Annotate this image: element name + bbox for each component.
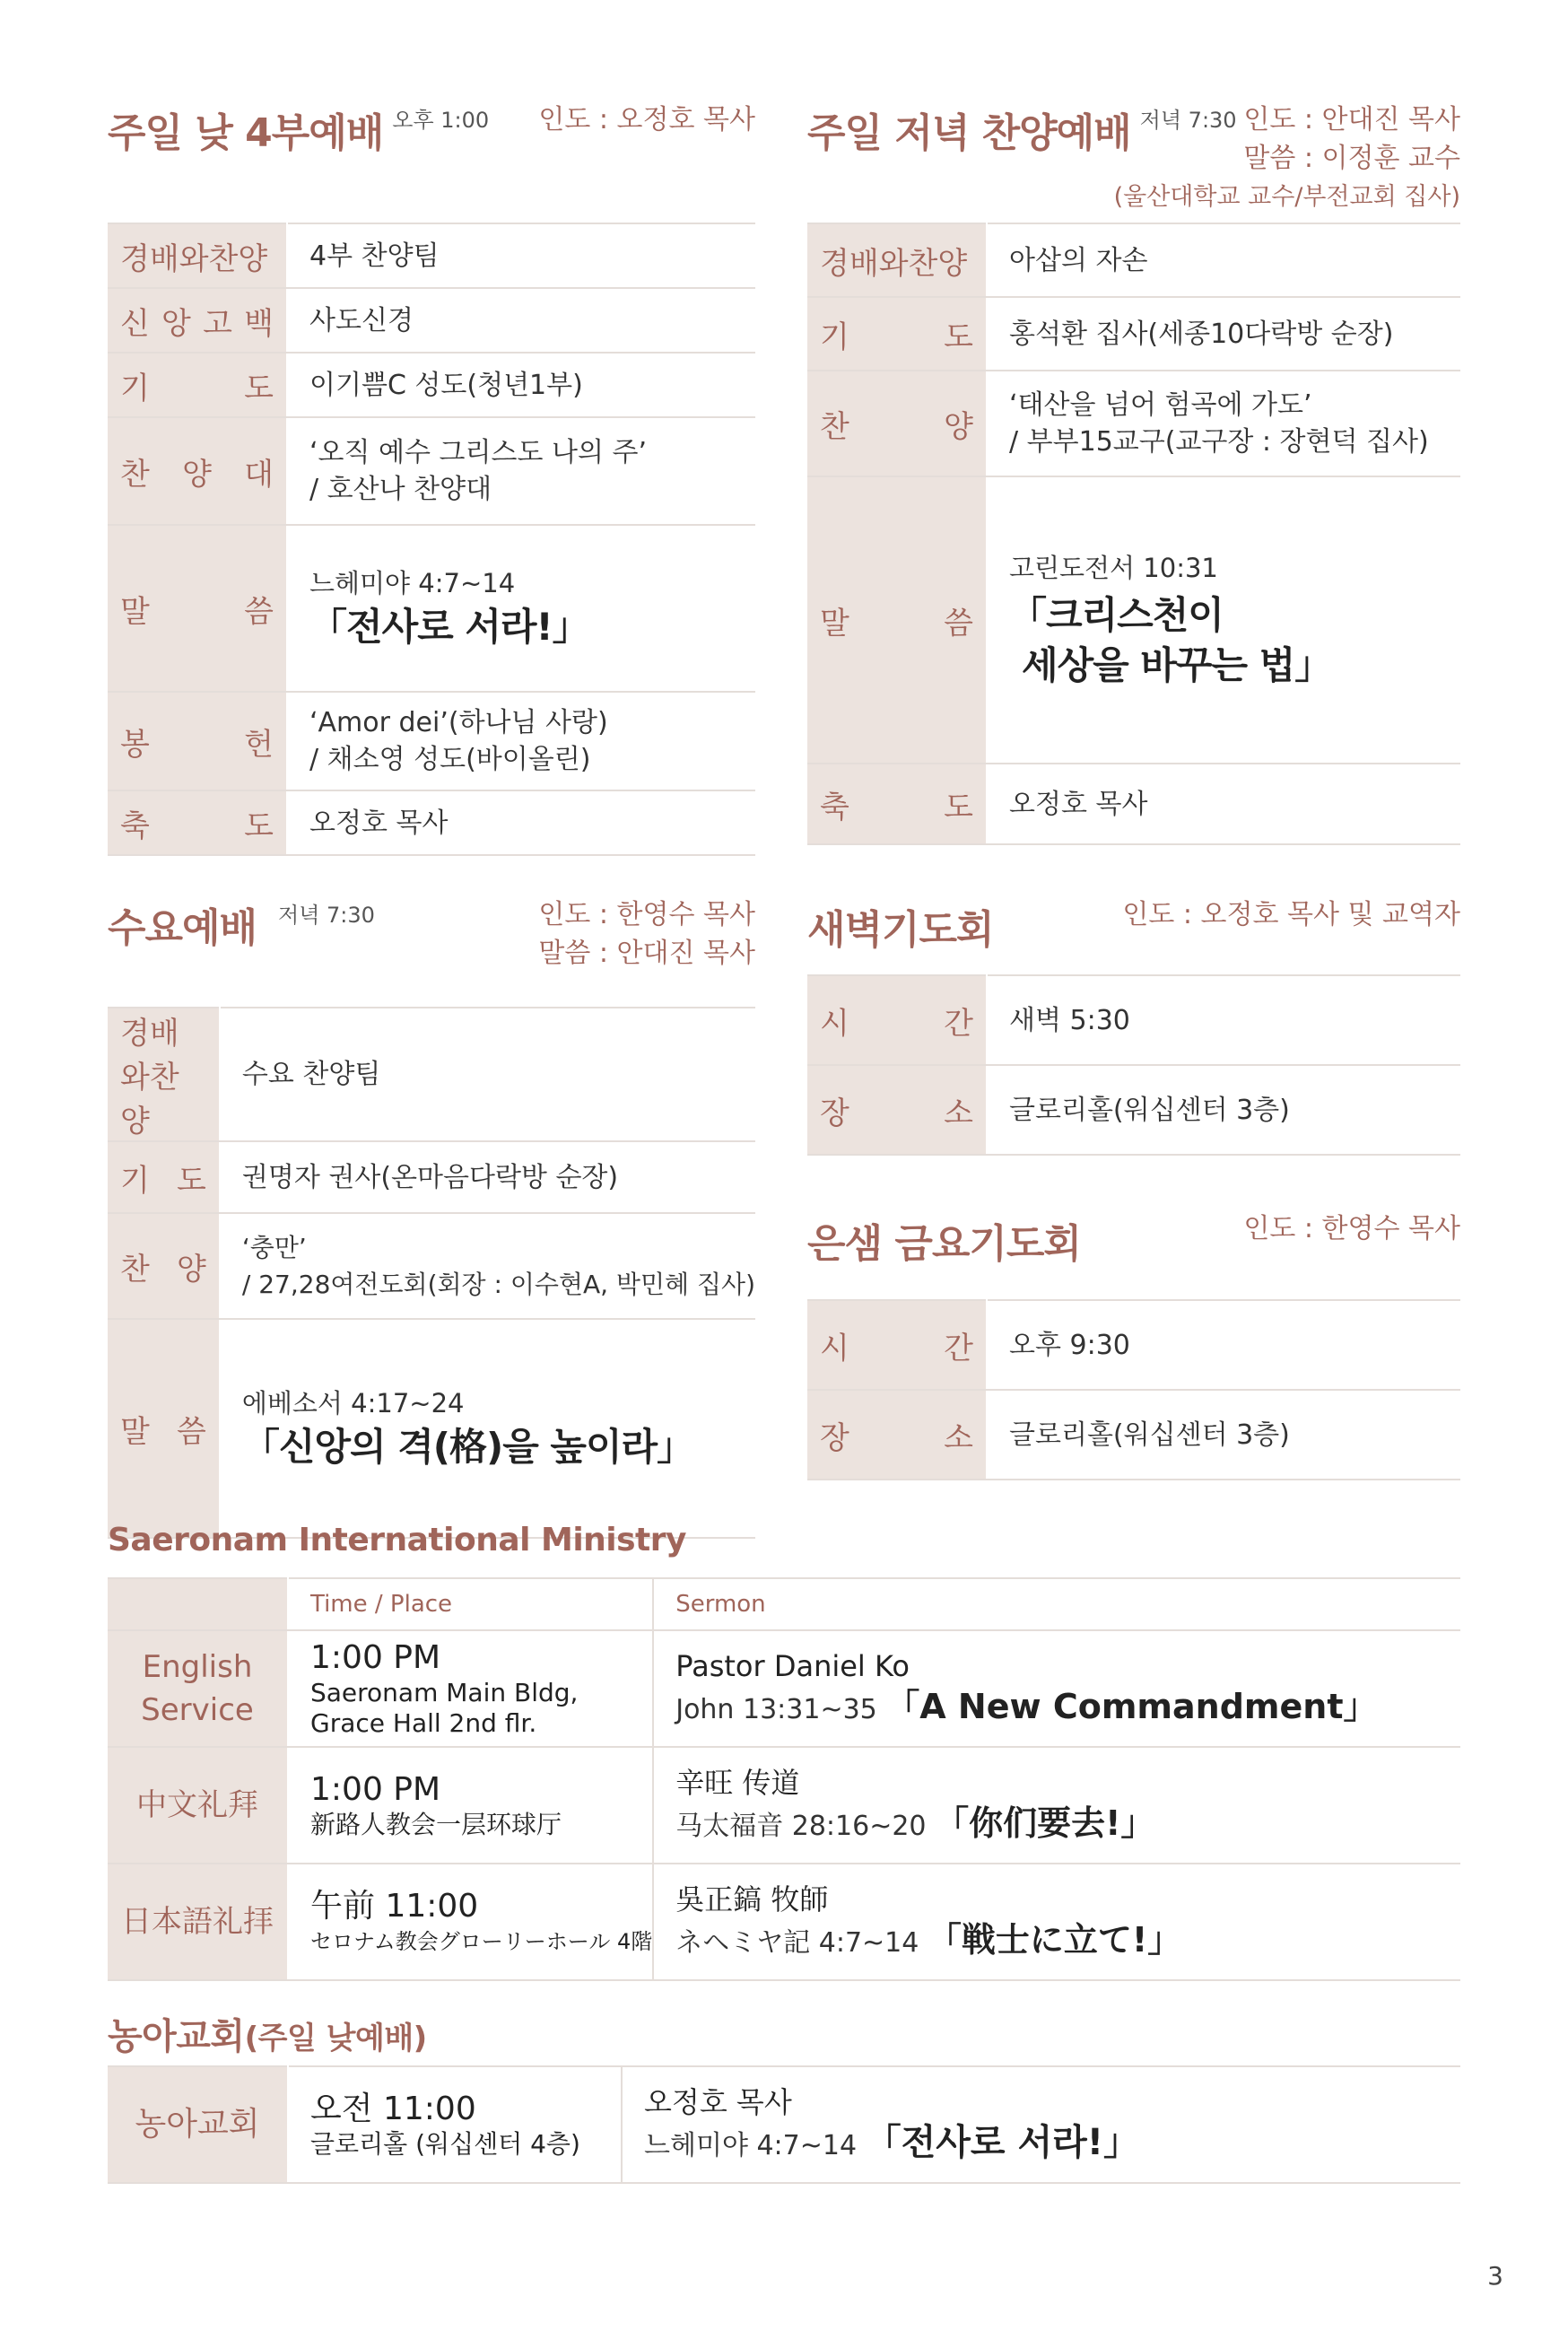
col-time-place: Time / Place bbox=[288, 1578, 653, 1630]
sermon-cell bbox=[622, 2066, 1460, 2183]
dawn-section bbox=[807, 895, 1460, 1156]
row-value bbox=[987, 476, 1460, 764]
label-char: 장 bbox=[820, 1419, 849, 1456]
friday-title: 은샘 금요기도회 bbox=[807, 1221, 1081, 1267]
label-char: 시 bbox=[820, 1330, 849, 1366]
sunday4-lead: 인도 : 오정호 목사 bbox=[538, 104, 755, 135]
table-row bbox=[807, 1390, 1460, 1480]
sermon-reference: John 13:31~35 bbox=[675, 1694, 877, 1725]
label-char: 도 bbox=[944, 789, 973, 825]
row-value: 수요 찬양팀 bbox=[220, 1008, 755, 1141]
sermon-title: 「戦士に立て!」 bbox=[927, 1920, 1182, 1960]
table-row bbox=[807, 975, 1460, 1065]
row-value bbox=[987, 371, 1460, 476]
table-header-row bbox=[108, 1578, 1460, 1630]
row-value: 홍석환 집사(세종10다락방 순장) bbox=[987, 297, 1460, 371]
row-label bbox=[108, 1630, 288, 1747]
sermon-title: 「A New Commandment」 bbox=[885, 1687, 1378, 1726]
label-char: 대 bbox=[244, 456, 274, 493]
choir-song: ‘오직 예수 그리스도 나의 주’ bbox=[309, 437, 647, 468]
deaf-section bbox=[108, 2008, 1460, 2184]
offering-song: ‘Amor dei’(하나님 사랑) bbox=[309, 707, 608, 738]
row-label bbox=[108, 790, 287, 855]
table-row bbox=[108, 1141, 755, 1213]
row-label: 日本語礼拝 bbox=[108, 1864, 288, 1980]
table-row bbox=[108, 692, 755, 790]
label-char: 말 bbox=[120, 1413, 150, 1450]
row-label bbox=[108, 525, 287, 692]
dawn-header bbox=[807, 895, 1460, 974]
row-value: 아삽의 자손 bbox=[987, 223, 1460, 297]
lead-leader: 인도 : 한영수 목사 bbox=[538, 899, 755, 930]
wednesday-title bbox=[108, 895, 375, 953]
service-time: 午前 11:00 bbox=[310, 1888, 479, 1925]
row-label bbox=[108, 223, 287, 288]
praise-group: / 부부15교구(교구장 : 장현덕 집사) bbox=[1009, 426, 1429, 458]
label-char: 축 bbox=[120, 808, 150, 844]
wednesday-lead bbox=[538, 895, 755, 973]
col-sermon: Sermon bbox=[653, 1578, 1460, 1630]
row-value: 오정호 목사 bbox=[287, 790, 755, 855]
row-label: 中文礼拜 bbox=[108, 1747, 288, 1864]
pastor-name: Pastor Daniel Ko bbox=[675, 1649, 910, 1683]
service-place: Grace Hall 2nd flr. bbox=[310, 1708, 537, 1738]
table-row bbox=[108, 1213, 755, 1319]
label-char: 기 bbox=[120, 1162, 150, 1199]
label-text: 경배와찬양 bbox=[120, 1016, 179, 1139]
table-row bbox=[108, 1864, 1460, 1980]
offering-performer: / 채소영 성도(바이올린) bbox=[309, 744, 591, 775]
row-label bbox=[108, 1008, 220, 1141]
label-char: 씀 bbox=[944, 605, 973, 642]
row-value: 글로리홀(워십센터 3층) bbox=[987, 1065, 1460, 1155]
table-row bbox=[108, 417, 755, 525]
sermon-title: 「你们要去!」 bbox=[935, 1803, 1155, 1843]
deaf-table bbox=[108, 2065, 1460, 2184]
sermon-cell bbox=[653, 1864, 1460, 1980]
label-char: 시 bbox=[820, 1005, 849, 1042]
service-place: Saeronam Main Bldg, bbox=[310, 1678, 579, 1707]
table-row bbox=[108, 2066, 1460, 2183]
service-time: 오전 11:00 bbox=[310, 2091, 476, 2127]
friday-header bbox=[807, 1209, 1460, 1299]
row-label bbox=[108, 1319, 220, 1538]
table-row bbox=[108, 223, 755, 288]
row-label bbox=[108, 417, 287, 525]
intl-section bbox=[108, 1522, 1460, 1981]
deaf-title bbox=[108, 2008, 1460, 2065]
label-char: 헌 bbox=[244, 726, 274, 763]
label-char: 씀 bbox=[177, 1413, 206, 1450]
pastor-name: 辛旺 传道 bbox=[675, 1766, 800, 1800]
pastor-name: 오정호 목사 bbox=[644, 2085, 792, 2119]
service-place: 글로리홀 (워십센터 4층) bbox=[310, 2129, 580, 2159]
sunday4-time: 오후 1:00 bbox=[392, 108, 490, 133]
table-row bbox=[108, 1008, 755, 1141]
row-label bbox=[108, 353, 287, 417]
sunday-evening-time: 저녁 7:30 bbox=[1139, 108, 1237, 133]
label-char: 도 bbox=[177, 1162, 206, 1199]
label-char: 기 bbox=[820, 319, 849, 355]
label-char: 축 bbox=[820, 789, 849, 825]
row-value: 오후 9:30 bbox=[987, 1300, 1460, 1390]
wednesday-section bbox=[108, 895, 755, 1539]
service-time: 1:00 PM bbox=[310, 1639, 441, 1676]
dawn-table bbox=[807, 974, 1460, 1156]
label-char: 도 bbox=[944, 319, 973, 355]
sermon-title: 「전사로 서라!」 bbox=[309, 604, 589, 649]
row-value: 사도신경 bbox=[287, 288, 755, 353]
label-char: 소 bbox=[944, 1095, 973, 1131]
header-empty bbox=[108, 1578, 288, 1630]
table-row bbox=[807, 764, 1460, 844]
time-place-cell bbox=[288, 1864, 653, 1980]
sunday4-section bbox=[108, 100, 755, 856]
sermon-line bbox=[675, 1686, 1460, 1731]
table-row bbox=[108, 1319, 755, 1538]
praise-song: ‘충만’ bbox=[241, 1233, 307, 1262]
intl-table bbox=[108, 1577, 1460, 1981]
table-row bbox=[807, 476, 1460, 764]
table-row bbox=[108, 1747, 1460, 1864]
dawn-title: 새벽기도회 bbox=[807, 907, 994, 953]
wednesday-table bbox=[108, 1007, 755, 1539]
label-char: 장 bbox=[820, 1095, 849, 1131]
sunday-evening-title-text: 주일 저녁 찬양예배 bbox=[807, 110, 1131, 156]
sermon-reference: ネヘミヤ記 4:7~14 bbox=[675, 1927, 919, 1959]
sunday4-title-text: 주일 낮 4부예배 bbox=[108, 110, 384, 156]
lead-preacher-affiliation: (울산대학교 교수/부전교회 집사) bbox=[1113, 183, 1460, 211]
sermon-line bbox=[675, 1803, 1460, 1847]
sermon-reference: 马太福音 28:16~20 bbox=[675, 1811, 927, 1842]
sermon-cell bbox=[653, 1630, 1460, 1747]
service-place: 新路人教会一层环球厅 bbox=[310, 1810, 562, 1839]
row-label bbox=[807, 975, 987, 1065]
sunday4-header bbox=[108, 100, 755, 223]
table-row bbox=[108, 288, 755, 353]
row-label bbox=[807, 1300, 987, 1390]
label-char: 고 bbox=[203, 305, 232, 342]
label-char: 봉 bbox=[120, 726, 150, 763]
sermon-reference: 에베소서 4:17~24 bbox=[241, 1387, 465, 1419]
time-place-cell bbox=[288, 1747, 653, 1864]
label-text: 경배와찬양 bbox=[120, 240, 268, 277]
time-place-cell bbox=[288, 1630, 653, 1747]
friday-table bbox=[807, 1299, 1460, 1480]
sunday4-title bbox=[108, 100, 489, 158]
label-char: 씀 bbox=[244, 593, 274, 630]
sunday-evening-lead bbox=[1114, 100, 1460, 216]
sermon-title-line1: 「크리스천이 bbox=[1009, 592, 1224, 637]
lead-leader: 인도 : 안대진 목사 bbox=[1243, 104, 1460, 135]
row-value bbox=[287, 417, 755, 525]
service-time: 1:00 PM bbox=[310, 1771, 441, 1808]
sermon-title-line2: 세상을 바꾸는 법」 bbox=[1022, 642, 1332, 687]
row-label bbox=[108, 1141, 220, 1213]
row-label bbox=[807, 371, 987, 476]
sunday-evening-table bbox=[807, 223, 1460, 845]
label-char: 도 bbox=[244, 370, 274, 406]
label-char: 말 bbox=[120, 593, 150, 630]
table-row bbox=[807, 1065, 1460, 1155]
label-char: 말 bbox=[820, 605, 849, 642]
sunday-evening-header bbox=[807, 100, 1460, 223]
praise-group: / 27,28여전도회(회장 : 이수현A, 박민혜 집사) bbox=[241, 1270, 755, 1299]
label-char: 양 bbox=[944, 408, 973, 445]
label-char: 양 bbox=[177, 1251, 206, 1288]
friday-lead: 인도 : 한영수 목사 bbox=[1243, 1213, 1460, 1244]
row-value: 4부 찬양팀 bbox=[287, 223, 755, 288]
sermon-reference: 느헤미야 4:7~14 bbox=[309, 567, 516, 598]
label-line: English bbox=[142, 1649, 253, 1685]
row-value: 글로리홀(워십센터 3층) bbox=[987, 1390, 1460, 1480]
row-value: 권명자 권사(온마음다락방 순장) bbox=[220, 1141, 755, 1213]
deaf-subtitle: (주일 낮예배) bbox=[244, 2021, 427, 2056]
sunday-evening-section bbox=[807, 100, 1460, 845]
label-char: 양 bbox=[182, 456, 212, 493]
row-value bbox=[220, 1213, 755, 1319]
table-row bbox=[807, 297, 1460, 371]
label-char: 찬 bbox=[120, 456, 150, 493]
row-value bbox=[287, 692, 755, 790]
label-char: 기 bbox=[120, 370, 150, 406]
row-label bbox=[108, 692, 287, 790]
row-label: 농아교회 bbox=[108, 2066, 288, 2183]
table-row bbox=[108, 790, 755, 855]
row-value bbox=[287, 525, 755, 692]
sermon-line bbox=[644, 2122, 1460, 2167]
label-char: 도 bbox=[244, 808, 274, 844]
label-char: 찬 bbox=[120, 1251, 150, 1288]
label-char: 간 bbox=[944, 1005, 973, 1042]
row-label bbox=[108, 288, 287, 353]
row-label bbox=[807, 476, 987, 764]
row-label bbox=[807, 223, 987, 297]
sermon-title: 「전사로 서라!」 bbox=[865, 2122, 1139, 2163]
row-label bbox=[807, 297, 987, 371]
dawn-lead: 인도 : 오정호 목사 및 교역자 bbox=[1122, 899, 1460, 930]
row-label bbox=[108, 1213, 220, 1319]
table-row bbox=[807, 1300, 1460, 1390]
time-place-cell bbox=[288, 2066, 622, 2183]
sunday4-table bbox=[108, 223, 755, 856]
wednesday-time: 저녁 7:30 bbox=[278, 903, 375, 928]
label-char: 앙 bbox=[161, 305, 191, 342]
pastor-name: 吳正鎬 牧師 bbox=[675, 1882, 829, 1916]
wednesday-title-text: 수요예배 bbox=[108, 905, 257, 951]
praise-song: ‘태산을 넘어 험곡에 가도’ bbox=[1009, 389, 1312, 421]
table-row bbox=[807, 223, 1460, 297]
label-line: Service bbox=[141, 1692, 254, 1728]
friday-section bbox=[807, 1209, 1460, 1480]
wednesday-header bbox=[108, 895, 755, 1007]
service-place: セロナム教会グローリーホール 4階 bbox=[310, 1929, 653, 1954]
row-label bbox=[807, 764, 987, 844]
table-row bbox=[108, 353, 755, 417]
intl-title: Saeronam International Ministry bbox=[108, 1522, 686, 1558]
row-value: 이기쁨C 성도(청년1부) bbox=[287, 353, 755, 417]
deaf-title-text: 농아교회 bbox=[108, 2016, 245, 2057]
table-row bbox=[108, 525, 755, 692]
sermon-line bbox=[675, 1919, 1460, 1964]
row-label bbox=[807, 1065, 987, 1155]
row-value: 새벽 5:30 bbox=[987, 975, 1460, 1065]
sermon-reference: 느헤미야 4:7~14 bbox=[644, 2130, 858, 2161]
label-char: 소 bbox=[944, 1419, 973, 1456]
table-row bbox=[807, 371, 1460, 476]
sermon-reference: 고린도전서 10:31 bbox=[1009, 552, 1218, 583]
label-char: 백 bbox=[244, 305, 274, 342]
choir-name: / 호산나 찬양대 bbox=[309, 474, 492, 505]
sermon-cell bbox=[653, 1747, 1460, 1864]
page-number: 3 bbox=[1487, 2261, 1503, 2291]
row-value bbox=[220, 1319, 755, 1538]
lead-preacher: 말씀 : 이정훈 교수 bbox=[1243, 143, 1460, 174]
row-label bbox=[807, 1390, 987, 1480]
sermon-title: 「신앙의 격(格)을 높이라」 bbox=[241, 1424, 694, 1469]
row-value: 오정호 목사 bbox=[987, 764, 1460, 844]
lead-preacher: 말씀 : 안대진 목사 bbox=[538, 938, 755, 969]
table-row bbox=[108, 1630, 1460, 1747]
label-char: 간 bbox=[944, 1330, 973, 1366]
label-char: 찬 bbox=[820, 408, 849, 445]
label-char: 신 bbox=[120, 305, 150, 342]
label-text: 경배와찬양 bbox=[820, 245, 968, 282]
